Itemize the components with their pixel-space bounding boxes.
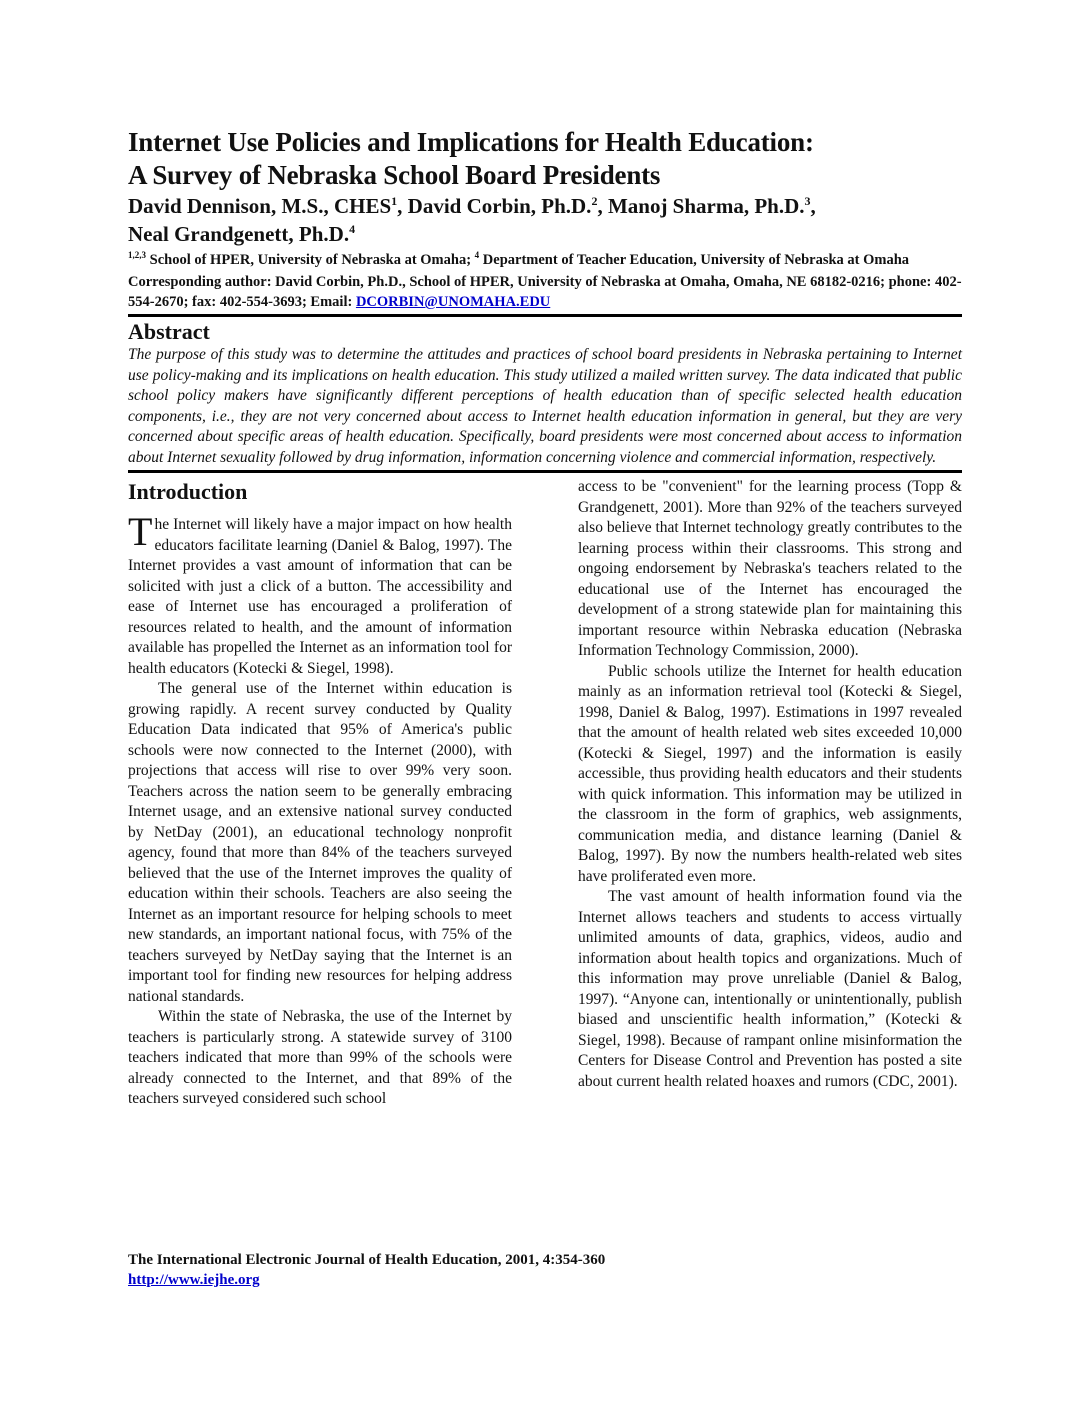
author-3: Manoj Sharma, Ph.D. [607,194,805,218]
right-column [578,477,962,1110]
author-2: David Corbin, Ph.D. [407,194,592,218]
author-4: Neal Grandgenett, Ph.D. [128,222,350,246]
author-1-sup: 1 [391,194,398,208]
paragraph: Public schools utilize the Internet for health education mainly as an information retrieval tool (Kotecki & Siegel, 1998, Daniel & Balog, 1997). Estimations in 1997 revealed that the amount of health related web sites exceeded 10,000 (Kotecki & Siegel, 1997) and the information is easily accessible, thus providing health educators and their students with quick information. This information may be utilized in the classroom in the form of graphics, web assignments, communication media, and distance learning (Daniel & Balog, 1997). By now the numbers health-related web sites have proliferated even more. [578,662,962,885]
affiliation-text-2: Department of Teacher Education, University of Nebraska at Omaha [479,252,910,268]
affiliation-sup-2: 4 [474,250,480,261]
paragraph: Within the state of Nebraska, the use of the Internet by teachers is particularly strong. A statewide survey of 3100 teachers indicated that more than 99% of the schools were already connected to the Internet, and that 89% of the teachers surveyed considered such school [128,1008,512,1107]
author-list [128,192,962,248]
author-separator: , [597,194,608,218]
drop-cap: T [128,509,153,554]
article-title [128,126,962,192]
journal-url-link[interactable]: http://www.iejhe.org [128,1272,260,1288]
body-columns [128,477,962,1110]
author-3-sup: 3 [804,194,811,208]
article [128,126,962,1110]
paragraph-text: he Internet will likely have a major impact on how health educators facilitate learning (Daniel & Balog, 1997). The Internet provides a vast amount of information that can be solicited with just a click of a button. The accessibility and ease of Internet use has encouraged a proliferation of resources related to health, and the amount of information available has propelled the Internet as an information tool for health educators (Kotecki & Siegel, 1998). [128,516,512,677]
abstract-heading: Abstract [128,319,210,344]
title-line-2: A Survey of Nebraska School Board Presidents [128,160,661,190]
divider [128,470,962,473]
page-footer [128,1250,962,1290]
author-separator: , [810,194,816,218]
title-line-1: Internet Use Policies and Implications for Health Education: [128,127,814,157]
author-2-sup: 2 [591,194,598,208]
corresponding-text: Corresponding author: David Corbin, Ph.D., School of HPER, University of Nebraska at Omaha, Omaha, NE 68182-0216; phone: 402-554-2670; fax: 402-554-3693; Email: [128,274,962,310]
left-column [128,477,512,1110]
author-separator: , [397,194,408,218]
affiliation-text-1: School of HPER, University of Nebraska at Omaha; [146,252,475,268]
abstract-text: The purpose of this study was to determine the attitudes and practices of school board presidents in Nebraska pertaining to Internet use policy-making and its implications on health education. This study utilized a mailed written survey. The data indicated that public school policy makers have significantly different perceptions of health education than of specific selected health education components, i.e., they are not very concerned about access to Internet health education information in general, but they are very concerned about specific areas of health education. Specifically, board presidents were most concerned about access to information about Internet sexuality followed by drug information, information concerning violence and commercial information, respectively. [128,346,962,466]
email-link[interactable]: DCORBIN@UNOMAHA.EDU [355,294,551,310]
author-4-sup: 4 [349,222,356,236]
affiliation-sup-1: 1,2,3 [128,250,146,261]
corresponding-author [128,272,962,312]
paragraph: access to be "convenient" for the learning process (Topp & Grandgenett, 2001). More than 92% of the teachers surveyed also believe that Internet technology greatly contributes to the learning process within their classrooms. This strong and ongoing endorsement by Nebraska's teachers related to the educational use of the Internet has encouraged the development of a strong statewide plan for maintaining this important resource within Nebraska education (Nebraska Information Technology Commission, 2000). [578,478,962,659]
paragraph: The general use of the Internet within education is growing rapidly. A recent survey conducted by Quality Education Data indicated that 95% of America's public schools were now connected to the Internet (2000), with projections that access will rise to over 99% very soon. Teachers across the nation seem to be generally embracing Internet usage, and an extensive national survey conducted by NetDay (2001), an educational technology nonprofit agency, found that more than 84% of the teachers surveyed believed that the use of the Internet improves the quality of education within their schools. Teachers are also seeing the Internet as an important resource for helping schools to meet new standards, an important national focus, with 75% of the teachers surveyed by NetDay saying that the Internet is an important tool for finding new resources for helping address national standards. [128,680,512,1005]
journal-citation: The International Electronic Journal of Health Education, 2001, 4:354-360 [128,1252,606,1268]
divider [128,314,962,317]
paragraph [128,509,512,679]
author-1: David Dennison, M.S., CHES [128,194,392,218]
introduction-heading: Introduction [128,479,248,504]
affiliations [128,250,962,270]
paragraph: The vast amount of health information found via the Internet allows teachers and students to access virtually unlimited amounts of data, graphics, videos, audio and information about health topics and organizations. Much of this information may prove unreliable (Daniel & Balog, 1997). “Anyone can, intentionally or unintentionally, publish biased and unscientific health information,” (Kotecki & Siegel, 1998). Because of rampant online misinformation the Centers for Disease Control and Prevention has posted a site about current health related hoaxes and rumors (CDC, 2001). [578,888,962,1090]
